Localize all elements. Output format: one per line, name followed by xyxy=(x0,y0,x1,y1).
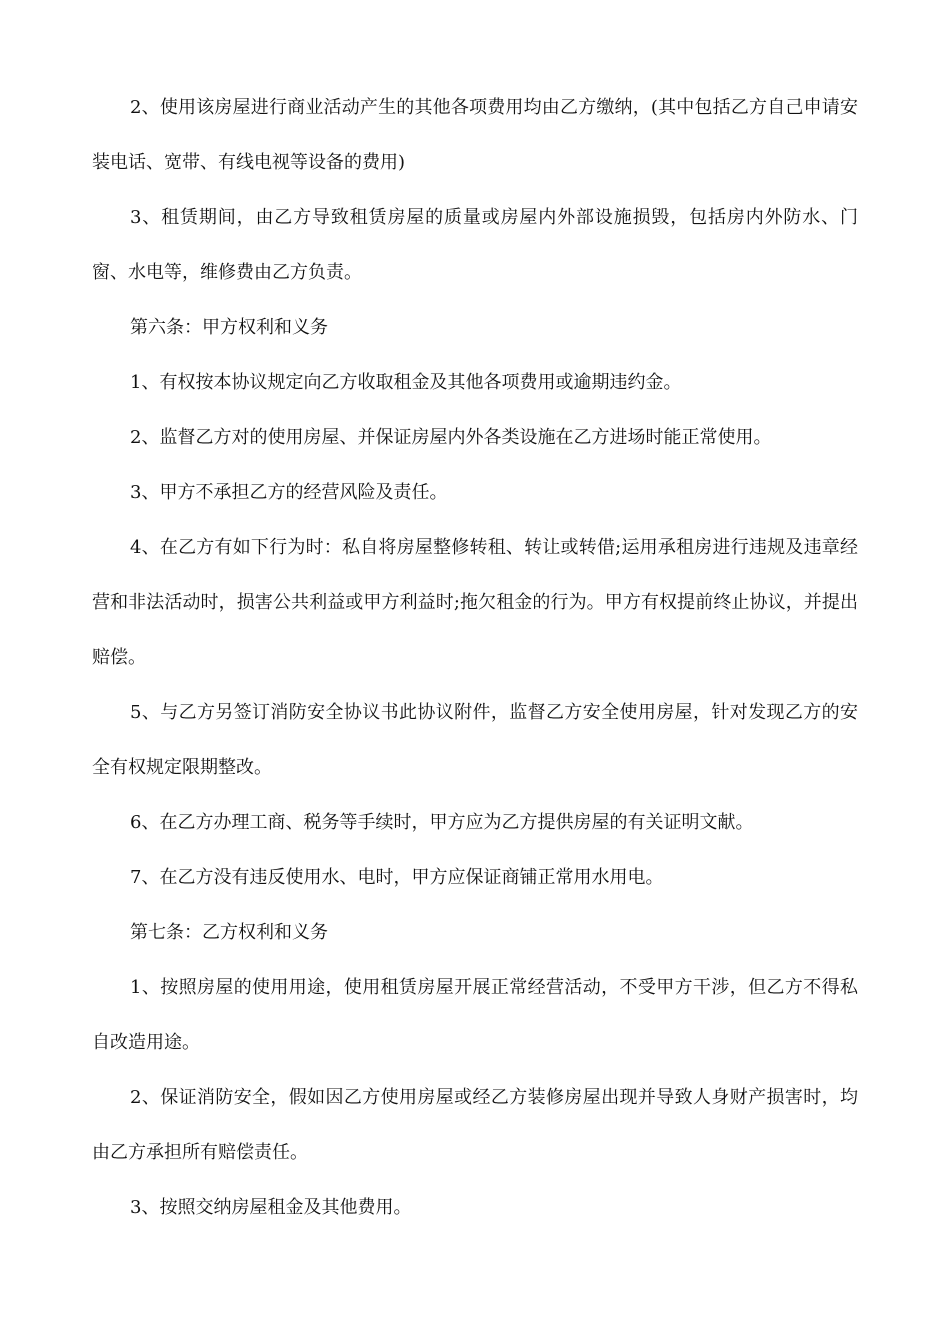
section-heading-7: 第七条：乙方权利和义务 xyxy=(130,922,328,943)
paragraph-2: 3、租赁期间，由乙方导致租赁房屋的质量或房屋内外部设施损毁，包括房内外防水、门窗、水电等，维修费由乙方负责。 xyxy=(92,207,858,283)
paragraph-7: 4、在乙方有如下行为时：私自将房屋整修转租、转让或转借;运用承租房进行违规及违章经营和非法活动时，损害公共利益或甲方利益时;拖欠租金的行为。甲方有权提前终止协议，并提出赔偿。 xyxy=(92,537,858,668)
paragraph-6: 3、甲方不承担乙方的经营风险及责任。 xyxy=(130,482,448,503)
paragraph-14: 3、按照交纳房屋租金及其他费用。 xyxy=(130,1197,412,1218)
paragraph-9: 6、在乙方办理工商、税务等手续时，甲方应为乙方提供房屋的有关证明文献。 xyxy=(130,812,754,833)
paragraph-8: 5、与乙方另签订消防安全协议书此协议附件，监督乙方安全使用房屋，针对发现乙方的安全有权规定限期整改。 xyxy=(92,702,858,778)
paragraph-4: 1、有权按本协议规定向乙方收取租金及其他各项费用或逾期违约金。 xyxy=(130,372,682,393)
paragraph-13: 2、保证消防安全，假如因乙方使用房屋或经乙方装修房屋出现并导致人身财产损害时，均由乙方承担所有赔偿责任。 xyxy=(92,1087,858,1163)
paragraph-5: 2、监督乙方对的使用房屋、并保证房屋内外各类设施在乙方进场时能正常使用。 xyxy=(130,427,772,448)
document-page xyxy=(92,80,858,1235)
section-heading-6: 第六条：甲方权利和义务 xyxy=(130,317,328,338)
paragraph-12: 1、按照房屋的使用用途，使用租赁房屋开展正常经营活动，不受甲方干涉，但乙方不得私自改造用途。 xyxy=(92,977,858,1053)
paragraph-1: 2、使用该房屋进行商业活动产生的其他各项费用均由乙方缴纳，(其中包括乙方自己申请安装电话、宽带、有线电视等设备的费用) xyxy=(92,97,858,173)
paragraph-10: 7、在乙方没有违反使用水、电时，甲方应保证商铺正常用水用电。 xyxy=(130,867,664,888)
